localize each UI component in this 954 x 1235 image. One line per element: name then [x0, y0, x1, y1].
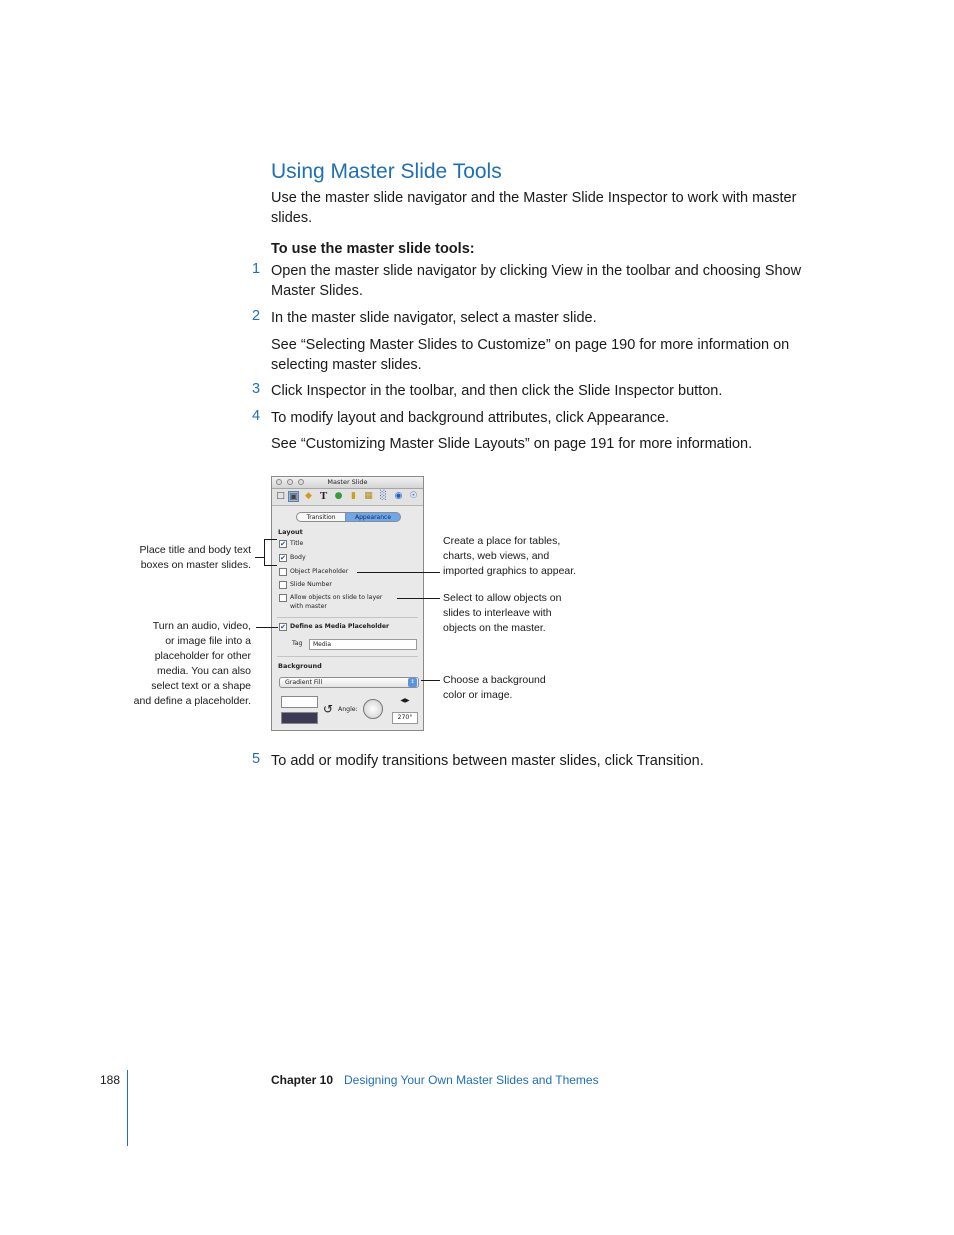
allow-layering-checkbox[interactable]	[279, 594, 287, 602]
callout-line: Create a place for tables,	[443, 535, 561, 547]
step-2-text: In the master slide navigator, select a master slide.	[271, 310, 597, 326]
callout-line: or image file into a	[165, 635, 251, 647]
divider	[277, 617, 418, 618]
allow-layering-label-line2: with master	[290, 603, 327, 610]
slide-inspector-icon[interactable]: ▣	[289, 492, 298, 502]
callout-line: Select to allow objects on	[443, 592, 562, 604]
callout-line: media. You can also	[157, 665, 251, 677]
callout-line: charts, web views, and	[443, 550, 550, 562]
gradient-start-color-well[interactable]	[281, 696, 318, 708]
chevron-updown-icon: ↕	[408, 678, 417, 687]
callout-line: slides to interleave with	[443, 607, 552, 619]
callout-background	[443, 673, 603, 703]
slide-number-checkbox[interactable]	[279, 581, 287, 589]
callout-line: and define a placeholder.	[133, 695, 251, 707]
tag-field[interactable]: Media	[309, 639, 417, 650]
title-checkbox-label: Title	[290, 540, 304, 547]
body-checkbox[interactable]: ✔	[280, 554, 286, 562]
step-4-note: See “Customizing Master Slide Layouts” on page 191 for more information.	[271, 436, 753, 452]
divider	[277, 656, 418, 657]
title-checkbox[interactable]: ✔	[280, 540, 286, 548]
step-2-number: 2	[252, 308, 261, 324]
document-inspector-icon[interactable]: □	[276, 491, 285, 501]
callout-line: color or image.	[443, 689, 513, 701]
object-placeholder-checkbox[interactable]	[279, 568, 287, 576]
allow-layering-label: Allow objects on slide to layer	[290, 594, 383, 601]
master-slide-inspector-window	[271, 476, 424, 731]
window-titlebar	[272, 477, 423, 489]
section-heading: Using Master Slide Tools	[271, 160, 502, 183]
callout-media	[111, 619, 251, 709]
step-5-number: 5	[252, 751, 261, 767]
gradient-direction-buttons[interactable]: ◀▶	[400, 697, 410, 704]
angle-knob[interactable]	[363, 699, 383, 719]
gradient-end-color-well[interactable]	[281, 712, 318, 724]
step-4-text: To modify layout and background attributes, click Appearance.	[271, 410, 670, 426]
chapter-label: Chapter 10	[271, 1073, 334, 1087]
layout-section-label: Layout	[278, 528, 303, 536]
callout-line: select text or a shape	[151, 680, 251, 692]
tab-appearance[interactable]: Appearance	[345, 512, 401, 522]
step-4-number: 4	[252, 408, 261, 424]
step-5-text: To add or modify transitions between master slides, click Transition.	[271, 753, 704, 769]
callout-leader	[357, 572, 440, 573]
callout-line: Choose a background	[443, 674, 546, 686]
callout-leader	[421, 680, 440, 681]
callout-layering	[443, 591, 603, 636]
callout-leader	[255, 557, 264, 558]
callout-line: imported graphics to appear.	[443, 565, 577, 577]
object-placeholder-label: Object Placeholder	[290, 568, 349, 575]
swap-colors-icon[interactable]: ↺	[323, 702, 334, 716]
background-fill-value: Gradient Fill	[285, 679, 323, 686]
slide-number-label: Slide Number	[290, 581, 332, 588]
callout-line: Place title and body text	[139, 544, 251, 556]
callout-line: objects on the master.	[443, 622, 546, 634]
chapter-title: Designing Your Own Master Slides and Themes	[344, 1073, 599, 1087]
table-inspector-icon[interactable]: ▦	[364, 491, 373, 501]
transition-inspector-icon[interactable]: ◆	[305, 491, 312, 501]
angle-field[interactable]: 270°	[392, 712, 418, 724]
media-placeholder-checkbox[interactable]: ✔	[280, 623, 286, 631]
inspector-toolbar	[272, 489, 423, 506]
background-section-label: Background	[278, 662, 322, 670]
callout-line: Turn an audio, video,	[152, 620, 251, 632]
intro-paragraph: Use the master slide navigator and the Master Slide Inspector to work with master slides.	[271, 190, 797, 226]
page-number: 188	[100, 1073, 121, 1087]
procedure-heading: To use the master slide tools:	[271, 241, 475, 257]
text-inspector-icon[interactable]: T	[319, 490, 328, 502]
background-fill-popup[interactable]	[279, 677, 419, 688]
callout-bracket	[264, 565, 277, 566]
media-placeholder-label: Define as Media Placeholder	[290, 623, 390, 630]
tab-transition[interactable]: Transition	[296, 512, 346, 522]
chart-inspector-icon[interactable]: ░	[380, 491, 387, 501]
graphic-inspector-icon[interactable]: ●	[334, 491, 343, 501]
footer-rule	[127, 1070, 128, 1146]
step-2-note: See “Selecting Master Slides to Customize” on page 190 for more information on selecting master slides.	[271, 337, 790, 373]
step-1-text: Open the master slide navigator by clicking View in the toolbar and choosing Show Master Slides.	[271, 263, 802, 299]
callout-title-body	[115, 543, 251, 573]
body-checkbox-label: Body	[290, 554, 306, 561]
angle-label: Angle:	[338, 706, 358, 713]
callout-line: placeholder for other	[154, 650, 251, 662]
step-3-text: Click Inspector in the toolbar, and then click the Slide Inspector button.	[271, 383, 723, 399]
window-title: Master Slide	[327, 478, 368, 486]
hyperlink-inspector-icon[interactable]: ◉	[394, 491, 403, 501]
metrics-inspector-icon[interactable]: ▮	[351, 491, 356, 501]
callout-bracket	[264, 539, 265, 566]
step-1-number: 1	[252, 261, 261, 277]
quicktime-inspector-icon[interactable]: ☉	[409, 491, 418, 501]
tag-label: Tag	[292, 640, 303, 647]
callout-bracket	[264, 539, 277, 540]
callout-leader	[397, 598, 440, 599]
callout-leader	[256, 627, 278, 628]
callout-line: boxes on master slides.	[140, 559, 251, 571]
step-3-number: 3	[252, 381, 261, 397]
callout-object-placeholder	[443, 534, 603, 579]
